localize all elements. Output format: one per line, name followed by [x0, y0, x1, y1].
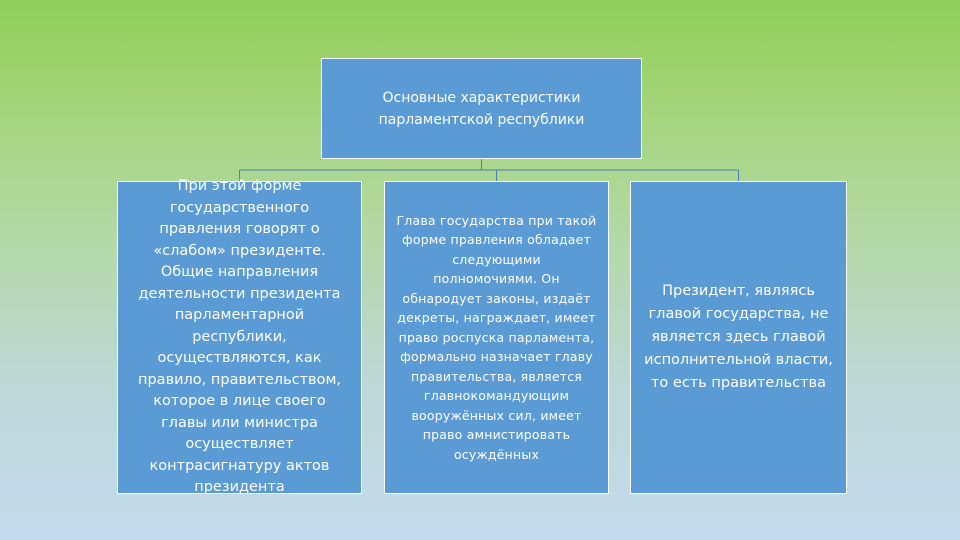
child-node-weak-president	[117, 178, 362, 496]
child-node-label: Президент, являясь главой государства, не является здесь главой исполнительной власти, то есть правительства	[644, 283, 833, 391]
child-node-head-of-state-powers	[384, 181, 609, 494]
child-node-label: Глава государства при такой форме правления обладает следующими полномочиями. Он обнародует законы, издаёт декреты, награждает, имеет право роспуска парламента, формально назначает главу правительства, является главнокомандующим вооружённых сил, имеет право амнистировать осуждённых	[396, 212, 597, 462]
root-node-label: Основные характеристики парламентской республики	[378, 89, 585, 128]
child-node-not-head-of-executive	[630, 181, 847, 494]
root-node	[321, 58, 642, 159]
child-node-label: При этой форме государственного правления говорят о «слабом» президенте. Общие направления деятельности президента парламентарной республики, осуществляются, как правило, правительством, которое в лице своего главы или министра осуществляет контрасигнатуру актов президента	[138, 178, 341, 496]
